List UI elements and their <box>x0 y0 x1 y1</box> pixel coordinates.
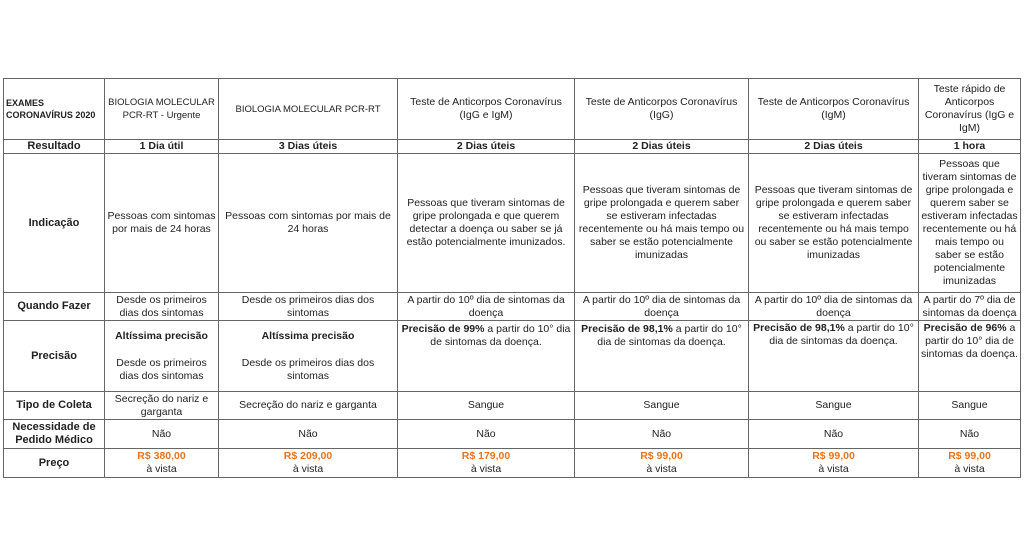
precisao-text: Desde os primeiros dias dos sintomas <box>241 356 375 382</box>
precisao-bold: Precisão de 98,1% <box>753 322 845 334</box>
precisao-text: a partir do 10° dia de sintomas da doença. <box>769 322 914 347</box>
price: R$ 99,00 <box>812 450 855 462</box>
cell-precisao <box>105 321 219 392</box>
price-note: à vista <box>818 463 849 475</box>
precisao-bold: Altíssima precisão <box>261 329 355 342</box>
cell-pedido: Não <box>398 420 575 449</box>
cell-precisao <box>575 321 749 392</box>
row-label-indicacao: Indicação <box>4 154 105 293</box>
row-label-coleta: Tipo de Coleta <box>4 392 105 420</box>
exams-table <box>3 78 1021 478</box>
col-header-pcr: BIOLOGIA MOLECULAR PCR-RT <box>219 79 398 140</box>
price-note: à vista <box>646 463 677 475</box>
price-note: à vista <box>954 463 985 475</box>
price-note: à vista <box>146 463 177 475</box>
col-header-igg: Teste de Anticorpos Coronavírus (IgG) <box>575 79 749 140</box>
cell-quando: A partir do 10º dia de sintomas da doença <box>749 293 919 321</box>
row-label-precisao: Precisão <box>4 321 105 392</box>
precisao-bold: Altíssima precisão <box>115 329 208 342</box>
cell-coleta: Secreção do nariz e garganta <box>105 392 219 420</box>
row-pedido <box>4 420 1021 449</box>
cell-quando: Desde os primeiros dias dos sintomas <box>105 293 219 321</box>
cell-indicacao: Pessoas que tiveram sintomas de gripe prolongada e querem saber se estiveram infectadas recentemente ou há mais tempo ou saber se estão potencialmente imunizadas <box>919 154 1021 293</box>
cell-preco <box>105 449 219 478</box>
price: R$ 179,00 <box>461 450 511 462</box>
col-header-igg-igm: Teste de Anticorpos Coronavírus (IgG e IgM) <box>398 79 575 140</box>
cell-preco <box>219 449 398 478</box>
row-label-pedido: Necessidade de Pedido Médico <box>4 420 105 449</box>
cell-quando: A partir do 10º dia de sintomas da doença <box>575 293 749 321</box>
cell-coleta: Sangue <box>398 392 575 420</box>
cell-resultado: 2 Dias úteis <box>749 140 919 154</box>
col-header-rapido: Teste rápido de Anticorpos Coronavírus (IgG e IgM) <box>919 79 1021 140</box>
cell-quando: A partir do 7º dia de sintomas da doença <box>919 293 1021 321</box>
cell-indicacao: Pessoas com sintomas por mais de 24 horas <box>219 154 398 293</box>
cell-precisao <box>919 321 1021 392</box>
cell-preco <box>749 449 919 478</box>
cell-pedido: Não <box>105 420 219 449</box>
precisao-bold: Precisão de 96% <box>923 322 1007 334</box>
cell-precisao <box>398 321 575 392</box>
cell-coleta: Secreção do nariz e garganta <box>219 392 398 420</box>
cell-resultado: 2 Dias úteis <box>398 140 575 154</box>
cell-resultado: 2 Dias úteis <box>575 140 749 154</box>
corner-header: EXAMES CORONAVÍRUS 2020 <box>4 79 105 140</box>
cell-indicacao: Pessoas com sintomas por mais de 24 horas <box>105 154 219 293</box>
precisao-text: a partir do 10° dia de sintomas da doença. <box>597 323 742 348</box>
precisao-text: Desde os primeiros dias dos sintomas <box>116 356 207 382</box>
cell-pedido: Não <box>219 420 398 449</box>
row-label-preco: Preço <box>4 449 105 478</box>
price: R$ 209,00 <box>283 450 333 462</box>
cell-indicacao: Pessoas que tiveram sintomas de gripe prolongada e querem saber se estiveram infectadas recentemente ou há mais tempo ou saber se estão potencialmente imunizadas <box>749 154 919 293</box>
col-header-igm: Teste de Anticorpos Coronavírus (IgM) <box>749 79 919 140</box>
price-note: à vista <box>292 463 324 475</box>
row-label-quando: Quando Fazer <box>4 293 105 321</box>
cell-pedido: Não <box>919 420 1021 449</box>
cell-preco <box>575 449 749 478</box>
col-header-pcr-urgente: BIOLOGIA MOLECULAR PCR-RT - Urgente <box>105 79 219 140</box>
row-coleta <box>4 392 1021 420</box>
row-preco <box>4 449 1021 478</box>
cell-quando: Desde os primeiros dias dos sintomas <box>219 293 398 321</box>
row-label-resultado: Resultado <box>4 140 105 154</box>
row-precisao <box>4 321 1021 392</box>
price: R$ 99,00 <box>948 450 991 462</box>
precisao-text: a partir do 10° dia de sintomas da doença. <box>921 322 1018 360</box>
header-row <box>4 79 1021 140</box>
cell-coleta: Sangue <box>919 392 1021 420</box>
cell-indicacao: Pessoas que tiveram sintomas de gripe prolongada e querem saber se estiveram infectadas recentemente ou há mais tempo ou saber se estão potencialmente imunizadas <box>575 154 749 293</box>
cell-coleta: Sangue <box>749 392 919 420</box>
row-quando <box>4 293 1021 321</box>
price: R$ 380,00 <box>137 450 186 462</box>
row-indicacao <box>4 154 1021 293</box>
cell-preco <box>398 449 575 478</box>
cell-pedido: Não <box>749 420 919 449</box>
cell-quando: A partir do 10º dia de sintomas da doença <box>398 293 575 321</box>
cell-pedido: Não <box>575 420 749 449</box>
cell-resultado: 1 Dia útil <box>105 140 219 154</box>
precisao-bold: Precisão de 99% <box>401 323 485 335</box>
cell-coleta: Sangue <box>575 392 749 420</box>
cell-resultado: 3 Dias úteis <box>219 140 398 154</box>
price: R$ 99,00 <box>640 450 683 462</box>
precisao-text: a partir do 10° dia de sintomas da doença. <box>430 323 571 348</box>
cell-preco <box>919 449 1021 478</box>
price-note: à vista <box>470 463 502 475</box>
precisao-bold: Precisão de 98,1% <box>581 323 673 335</box>
cell-precisao <box>219 321 398 392</box>
cell-resultado: 1 hora <box>919 140 1021 154</box>
cell-precisao <box>749 321 919 392</box>
cell-indicacao: Pessoas que tiveram sintomas de gripe prolongada e que querem detectar a doença ou saber se já estão potencialmente imunizados. <box>398 154 575 293</box>
row-resultado <box>4 140 1021 154</box>
